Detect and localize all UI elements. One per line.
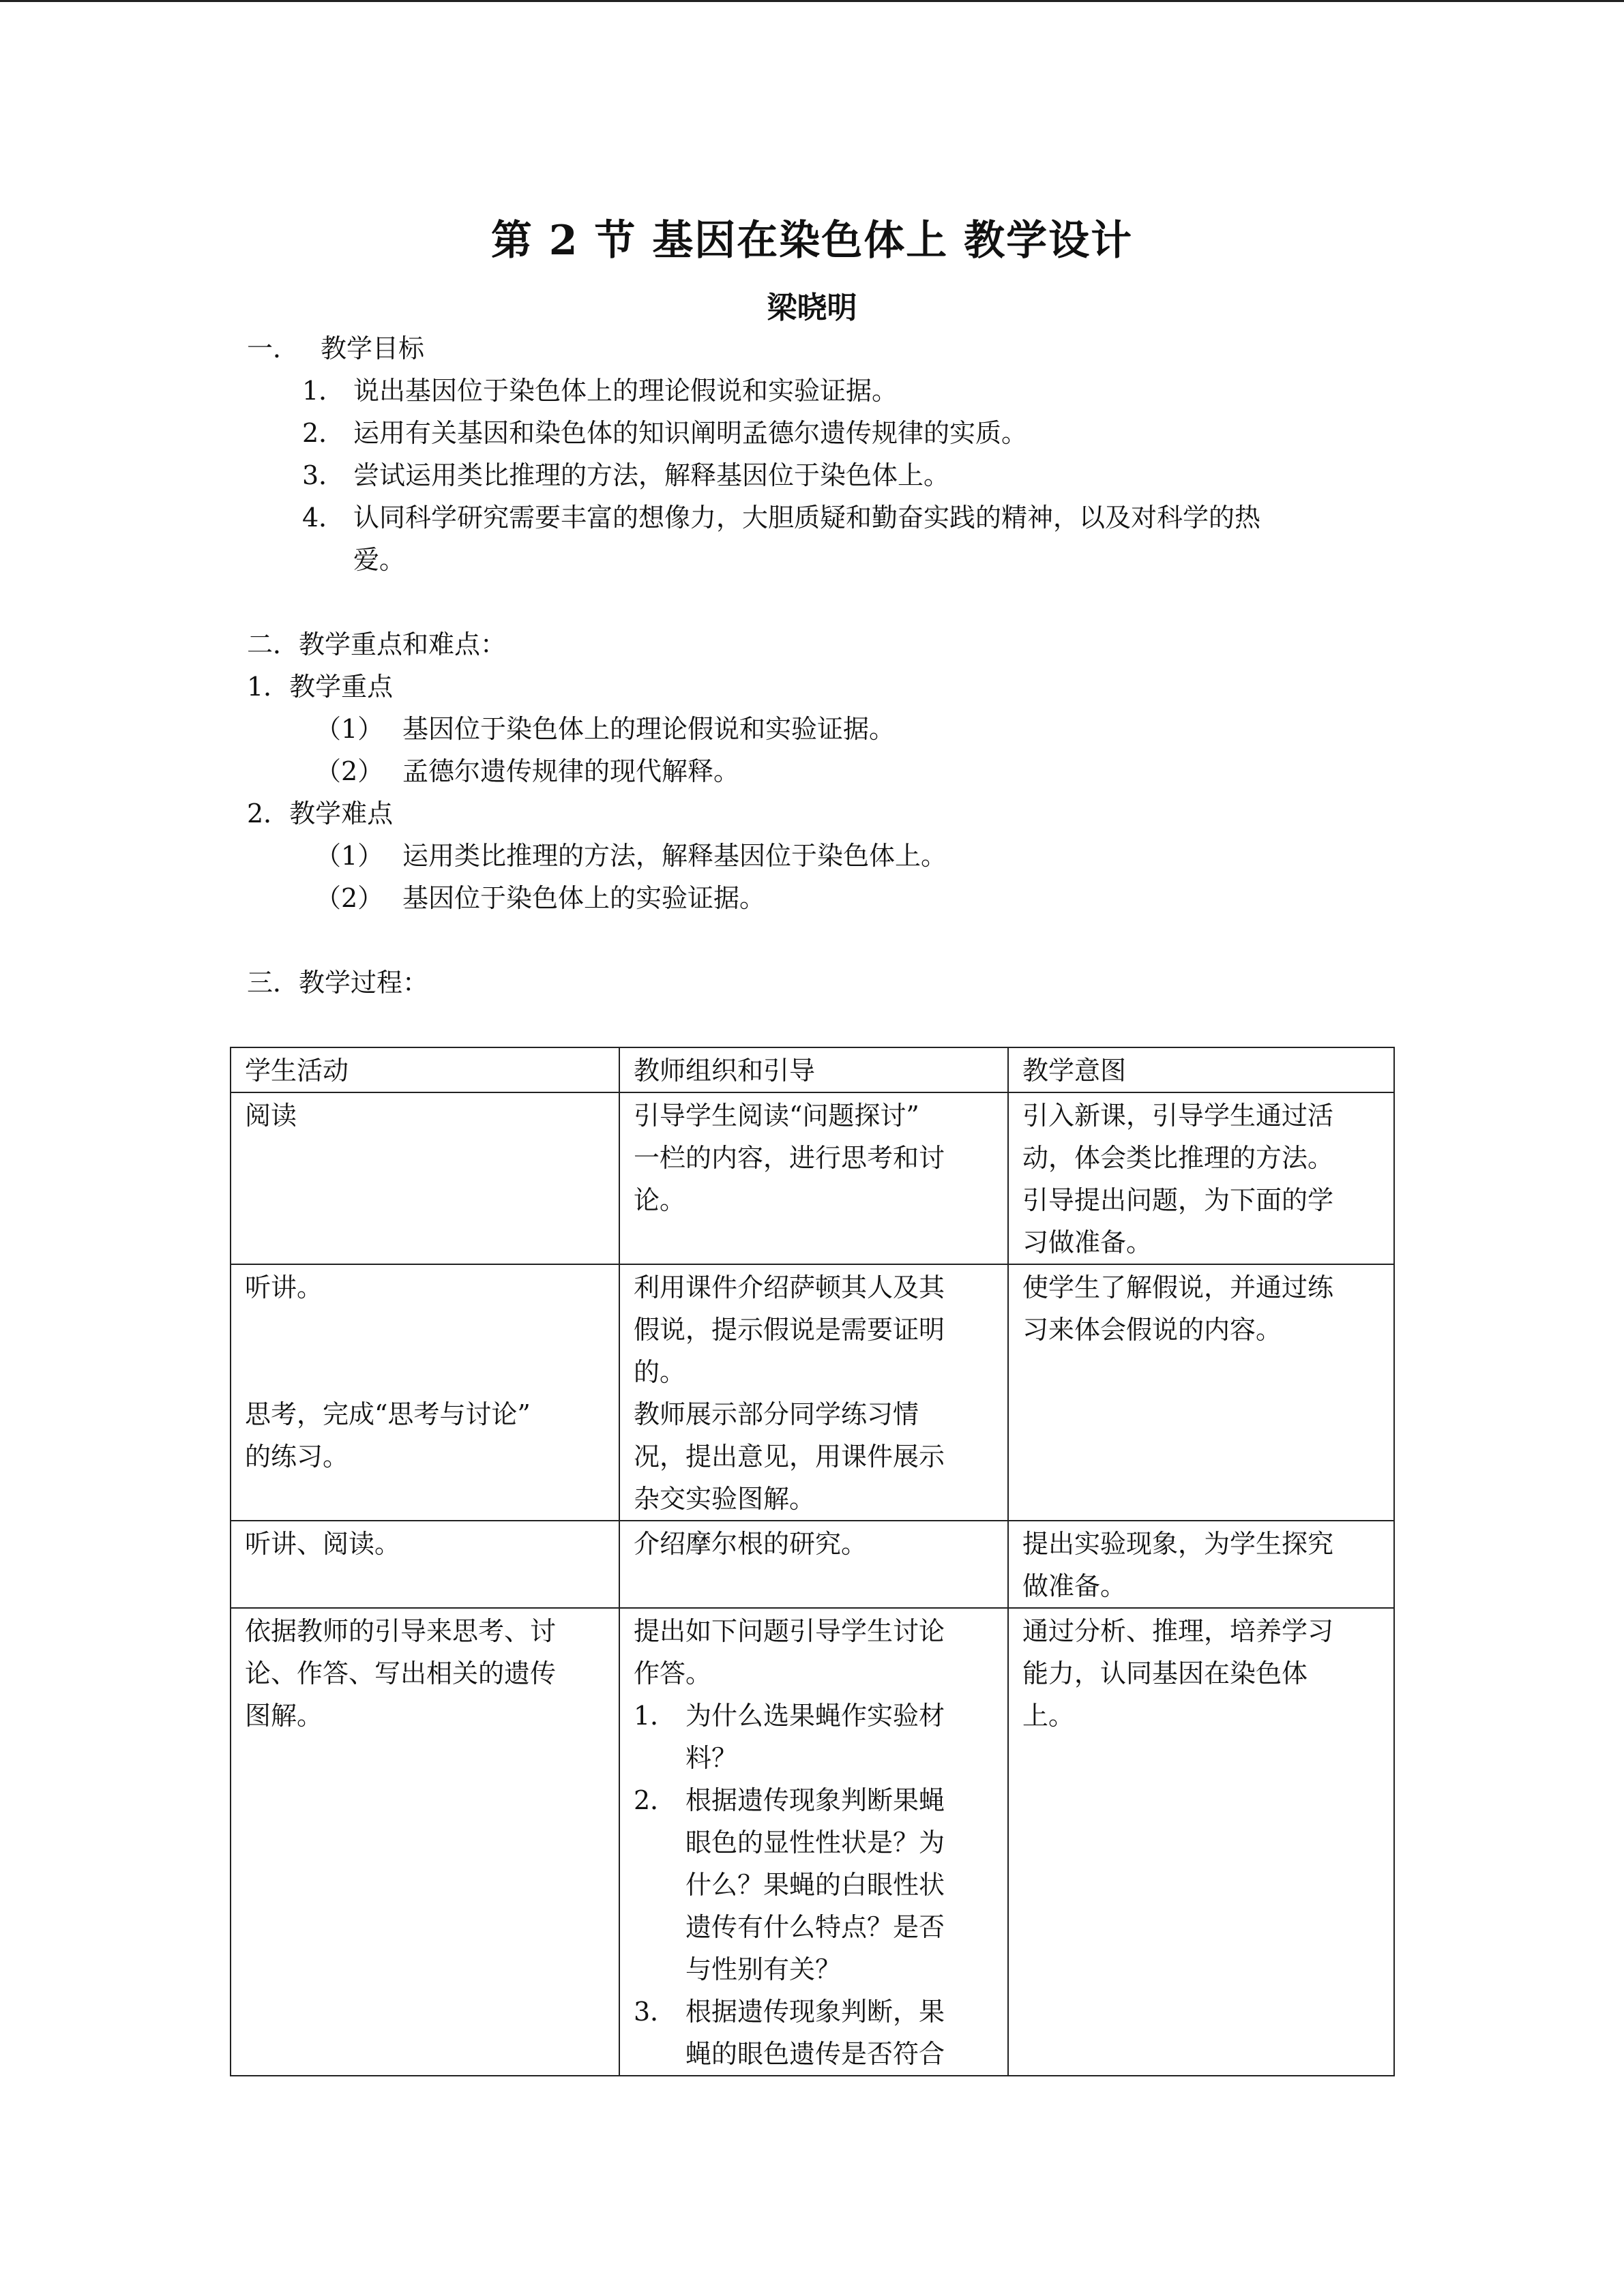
teaching-intent-cell: [1008, 1521, 1394, 1608]
header-student-activity: 学生活动: [231, 1047, 619, 1092]
cell-line: 什么？果蝇的白眼性状: [685, 1870, 945, 1900]
cell-line: 上。: [1022, 1701, 1075, 1731]
teacher-guidance-cell: [619, 1264, 1008, 1521]
difficulty-2-text: 基因位于染色体上的实验证据。: [402, 883, 766, 913]
question-number: 3．: [634, 1997, 677, 2027]
objective-1-text: 说出基因位于染色体上的理论假说和实验证据。: [353, 376, 898, 406]
cell-line: 依据教师的引导来思考、讨: [245, 1616, 557, 1646]
teaching-intent-cell: [1008, 1264, 1394, 1521]
section1-heading: 教学目标: [321, 333, 425, 363]
objective-3-number: 3．: [302, 460, 345, 490]
discussion-question-1: [634, 1695, 994, 1779]
header-teacher-guidance: 教师组织和引导: [619, 1047, 1008, 1092]
key-points-heading: 1．教学重点: [247, 672, 394, 702]
cell-line: 根据遗传现象判断果蝇: [685, 1785, 945, 1815]
table-row: [231, 1608, 1394, 2076]
teaching-intent-cell: [1008, 1608, 1394, 2076]
cell-line: 为什么选果蝇作实验材: [685, 1701, 945, 1731]
header-teaching-intent: 教学意图: [1008, 1047, 1394, 1092]
cell-line: 论、作答、写出相关的遗传: [245, 1658, 557, 1688]
objective-2-number: 2．: [302, 418, 345, 448]
cell-line: 假说，提示假说是需要证明: [634, 1315, 945, 1345]
question-number: 1．: [634, 1701, 677, 1731]
cell-line: 教师展示部分同学练习情: [634, 1399, 919, 1429]
cell-line: 引导提出问题，为下面的学: [1022, 1185, 1334, 1215]
cell-line: 图解。: [245, 1701, 323, 1731]
cell-line: 遗传有什么特点？是否: [685, 1912, 945, 1942]
student-activity-cell: [231, 1264, 619, 1521]
cell-line: 使学生了解假说，并通过练: [1022, 1272, 1334, 1302]
author-name: 梁晓明: [767, 290, 857, 325]
objective-4-text-continued: 爱。: [353, 545, 406, 575]
table-row: [231, 1521, 1394, 1608]
cell-line: 的练习。: [245, 1442, 349, 1472]
objective-4-text: 认同科学研究需要丰富的想像力，大胆质疑和勤奋实践的精神，以及对科学的热: [353, 503, 1261, 533]
cell-line: 况，提出意见，用课件展示: [634, 1442, 945, 1472]
table-header-row: [231, 1047, 1394, 1092]
cell-line: 通过分析、推理，培养学习: [1022, 1616, 1334, 1646]
cell-line: 论。: [634, 1185, 686, 1215]
difficulty-1-number: （1）: [315, 841, 384, 871]
cell-line: 能力，认同基因在染色体: [1022, 1658, 1308, 1688]
cell-line: 引入新课，引导学生通过活: [1022, 1101, 1334, 1131]
cell-line: 做准备。: [1022, 1571, 1127, 1601]
difficulty-2-number: （2）: [315, 883, 384, 913]
cell-line: 料？: [685, 1743, 738, 1773]
objective-3-text: 尝试运用类比推理的方法，解释基因位于染色体上。: [353, 460, 950, 490]
objective-1-number: 1．: [302, 376, 345, 406]
cell-line: 阅读: [245, 1101, 297, 1131]
section3-heading: 三．教学过程：: [247, 968, 429, 998]
teacher-guidance-cell: [619, 1092, 1008, 1264]
student-activity-cell: [231, 1521, 619, 1608]
cell-line: 作答。: [634, 1658, 712, 1688]
cell-line: 听讲、阅读。: [245, 1529, 401, 1559]
cell-line: 习来体会假说的内容。: [1022, 1315, 1282, 1345]
discussion-question-3: [634, 1991, 994, 2075]
key-point-2-text: 孟德尔遗传规律的现代解释。: [402, 756, 740, 786]
difficulty-1-text: 运用类比推理的方法，解释基因位于染色体上。: [402, 841, 947, 871]
discussion-question-2: [634, 1779, 994, 1991]
teaching-intent-cell: [1008, 1092, 1394, 1264]
student-activity-cell: [231, 1608, 619, 2076]
cell-line: 提出如下问题引导学生讨论: [634, 1616, 945, 1646]
teaching-process-table: [230, 1047, 1395, 2076]
cell-spacer: [245, 1309, 605, 1393]
cell-line: 一栏的内容，进行思考和讨: [634, 1143, 945, 1173]
cell-line: 杂交实验图解。: [634, 1484, 816, 1514]
cell-line: 根据遗传现象判断，果: [685, 1997, 945, 2027]
student-activity-cell: [231, 1092, 619, 1264]
document-title: 第 2 节 基因在染色体上 教学设计: [490, 217, 1134, 265]
cell-line: 听讲。: [245, 1272, 323, 1302]
cell-line: 思考，完成“思考与讨论”: [245, 1399, 531, 1429]
cell-line: 的。: [634, 1357, 686, 1387]
question-number: 2．: [634, 1785, 677, 1815]
objective-4-number: 4．: [302, 503, 345, 533]
key-point-1-text: 基因位于染色体上的理论假说和实验证据。: [402, 714, 896, 744]
cell-line: 蝇的眼色遗传是否符合: [685, 2039, 945, 2069]
table-row: [231, 1264, 1394, 1521]
teacher-guidance-cell: [619, 1608, 1008, 2076]
cell-line: 与性别有关？: [685, 1954, 842, 1984]
cell-line: 利用课件介绍萨顿其人及其: [634, 1272, 945, 1302]
cell-line: 习做准备。: [1022, 1227, 1153, 1257]
cell-line: 动，体会类比推理的方法。: [1022, 1143, 1334, 1173]
difficulty-heading: 2．教学难点: [247, 799, 394, 829]
section1-heading-number: 一．: [247, 333, 299, 363]
teacher-guidance-cell: [619, 1521, 1008, 1608]
section2-heading: 二．教学重点和难点：: [247, 629, 507, 659]
objective-2-text: 运用有关基因和染色体的知识阐明孟德尔遗传规律的实质。: [353, 418, 1028, 448]
cell-line: 介绍摩尔根的研究。: [634, 1529, 868, 1559]
table-row: [231, 1092, 1394, 1264]
cell-line: 提出实验现象，为学生探究: [1022, 1529, 1334, 1559]
cell-line: 眼色的显性性状是？为: [685, 1828, 945, 1858]
key-point-1-number: （1）: [315, 714, 384, 744]
key-point-2-number: （2）: [315, 756, 384, 786]
cell-line: 引导学生阅读“问题探讨”: [634, 1101, 919, 1131]
